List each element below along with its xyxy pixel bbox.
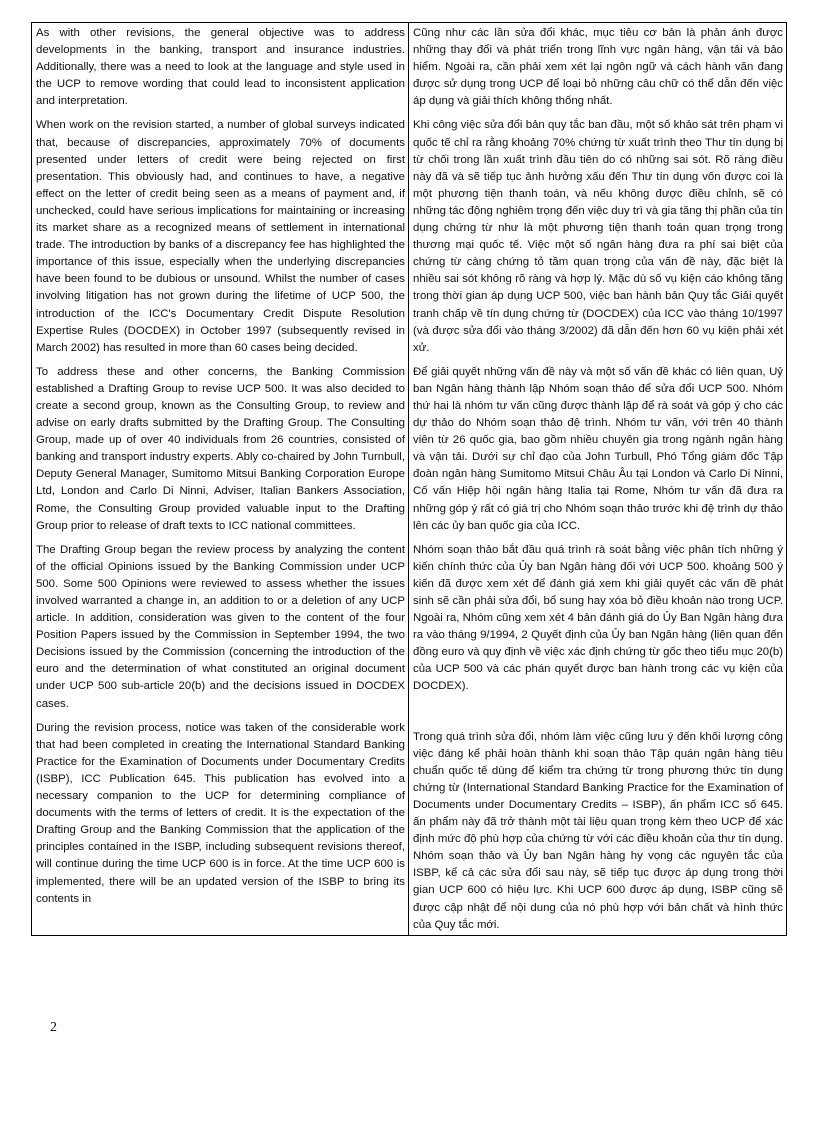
page-number: 2 [50, 1020, 57, 1035]
bilingual-text-table [31, 22, 787, 936]
vietnamese-column [409, 23, 787, 936]
english-paragraph-4: The Drafting Group began the review process by analyzing the content of the official Opinions issued by the Banking Commission under UCP 500. Some 500 Opinions were reviewed to assess whether the issues involved warranted a change in, an addition to or a deletion of any UCP article. In addition, consideration was given to the content of the four Position Papers issued by the Commission in September 1994, the two Decisions issued by the Commission (concerning the introduction of the euro and the determination of what constituted an original document under UCP 500 sub-article 20(b) and the decisions issued in DOCDEX cases. [36, 543, 405, 710]
english-paragraph-2: When work on the revision started, a number of global surveys indicated that, because of discrepancies, approximately 70% of documents presented under letters of credit were being rejected on first presentation. This obviously had, and continues to have, a negative effect on the letter of credit being seen as a means of payment and, if unchecked, could have serious implications for maintaining or increasing its market share as a recognized means of settlement in international trade. The introduction by banks of a discrepancy fee has highlighted the importance of this issue, especially when the underlying discrepancies have been found to be dubious or unsound. Whilst the number of cases involving litigation has not grown during the lifetime of UCP 500, the introduction of the ICC's Documentary Credit Dispute Resolution Expertise Rules (DOCDEX) in October 1997 (subsequently revised in March 2002) has resulted in more than 60 cases being decided. [36, 119, 405, 354]
vietnamese-paragraph-1: Cũng như các lần sửa đổi khác, mục tiêu cơ bản là phản ánh được những thay đổi và phát triển trong lĩnh vực ngân hàng, vận tải và bảo hiểm. Ngoài ra, cần phải xem xét lại ngôn ngữ và cách hành văn đang được sử dụng trong UCP để loại bỏ những câu chữ có thể dẫn đến việc áp dụng và giải thích không thống nhất. [413, 27, 783, 108]
vietnamese-paragraph-2: Khi công việc sửa đổi bản quy tắc ban đầu, một số khảo sát trên phạm vi quốc tế chỉ ra rằng khoảng 70% chứng từ xuất trình theo Thư tín dụng bị từ chối trong lần xuất trình đầu tiên do có những sai sót. Rõ ràng điều này đã và sẽ tiếp tục ảnh hưởng xấu đến Thư tín dụng vốn được coi là một phương tiện thanh toán, và nếu không được điều chỉnh, sẽ có những tác động nghiêm trọng đến việc duy trì và gia tăng thị phần của tín dụng chứng từ như là một phương tiện thanh toán quan trọng trong thương mại quốc tế. Việc một số ngân hàng đưa ra phí sai biệt của chứng từ càng chứng tỏ tầm quan trọng của vấn đề này, đặc biệt là nhiều sai sót không rõ ràng và hợp lý. Mặc dù số vụ kiện cáo không tăng trong thời gian áp dụng UCP 500, việc ban hành bản Quy tắc Giải quyết tranh chấp về tín dụng chứng từ (DOCDEX) của ICC vào tháng 10/1997 (và được sửa đổi vào tháng 3/2002) đã dẫn đến hơn 60 vụ kiện phải xét xử. [413, 119, 783, 354]
table-row [32, 23, 787, 936]
english-paragraph-5: During the revision process, notice was taken of the considerable work that had been completed in creating the International Standard Banking Practice for the Examination of Documents under Documentary Credits (ISBP), ICC Publication 645. This publication has evolved into a necessary companion to the UCP for determining compliance of documents with the terms of letters of credit. It is the expectation of the Drafting Group and the Banking Commission that the application of the principles contained in the ISBP, including subsequent revisions thereof, will continue during the time UCP 600 is in force. At the time UCP 600 is implemented, there will be an updated version of the ISBP to bring its contents in [36, 721, 405, 905]
english-paragraph-3: To address these and other concerns, the Banking Commission established a Drafting Group to revise UCP 500. It was also decided to create a second group, known as the Consulting Group, to review and advise on early drafts submitted by the Drafting Group. The Consulting Group, made up of over 40 individuals from 26 countries, consisted of banking and transport industry experts. Ably co-chaired by John Turnbull, Deputy General Manager, Sumitomo Mitsui Banking Corporation Europe Ltd, London and Carlo Di Ninni, Adviser, Italian Bankers Association, Rome, the Consulting Group provided valuable input to the Drafting Group prior to release of draft texts to ICC national committees. [36, 365, 405, 532]
vietnamese-paragraph-4: Nhóm soạn thảo bắt đầu quá trình rà soát bằng việc phân tích những ý kiến chính thức của Ủy ban Ngân hàng đối với UCP 500. khoảng 500 ý kiến đã được xem xét để đánh giá xem khi giải quyết các vấn đề phát sinh sẽ cần phải sửa đổi, bổ sung hay xóa bỏ điều khoản nào trong UCP. Ngoài ra, Nhóm cũng xem xét 4 bản đánh giá do Ủy Ban Ngân hàng đưa ra vào tháng 9/1994, 2 Quyết định của Ủy ban Ngân hàng (liên quan đến đồng euro và quy định về việc xác định chứng từ gốc theo tiểu mục 20(b) của UCP 500 và các phán quyết được ban hành trong các vụ kiện của DOCDEX). [413, 543, 783, 693]
vietnamese-paragraph-5: Trong quá trình sửa đổi, nhóm làm việc cũng lưu ý đến khối lượng công việc đáng kể phải hoàn thành khi soạn thảo Tập quán ngân hàng tiêu chuẩn quốc tế dùng để kiểm tra chứng từ trong phương thức tín dụng chứng từ (International Standard Banking Practice for the Examination of Documents under Documentary Credits – ISBP), ấn phẩm ICC số 645. ấn phẩm này đã trở thành một tài liệu quan trọng kèm theo UCP để xác định mức độ phù hợp của chứng từ với các điều khoản của thư tín dụng. Nhóm soạn thảo và Ủy ban Ngân hàng hy vọng các nguyên tắc của ISBP, kể cả các sửa đổi sau này, sẽ tiếp tục được áp dụng trong thời gian UCP 600 có hiệu lực. Khi UCP 600 được áp dụng, ISBP cũng sẽ được cập nhật để nội dung của nó phù hợp với bản chất và hình thức của Quy tắc mới. [413, 730, 783, 931]
english-column [32, 23, 409, 936]
english-paragraph-1: As with other revisions, the general objective was to address developments in the banking, transport and insurance industries. Additionally, there was a need to look at the language and style used in the UCP to remove wording that could lead to inconsistent application and interpretation. [36, 27, 405, 108]
vietnamese-paragraph-3: Để giải quyết những vấn đề này và một số vấn đề khác có liên quan, Uỷ ban Ngân hàng thành lập Nhóm soạn thảo để sửa đổi UCP 500. Nhóm thứ hai là nhóm tư vấn cũng được thành lập để rà soát và góp ý cho các dự thảo do Nhóm soạn thảo đệ trình. Nhóm tư vấn, với trên 40 thành viên từ 26 quốc gia, bao gồm nhiều chuyên gia trong ngành ngân hàng và vận tải. Dưới sự chỉ đạo của John Turbull, Phó Tổng giám đốc Tập đoàn ngân hàng Sumitomo Mitsui Châu Âu tại London và Carlo Di Ninni, Cố vấn Hiệp hội ngân hàng Italia tại Rome, Nhóm tư vấn đã đưa ra những góp ý rất có giá trị cho Nhóm soạn thảo trước khi đệ trình dự thảo lên các ủy ban quốc gia của ICC. [413, 365, 783, 532]
